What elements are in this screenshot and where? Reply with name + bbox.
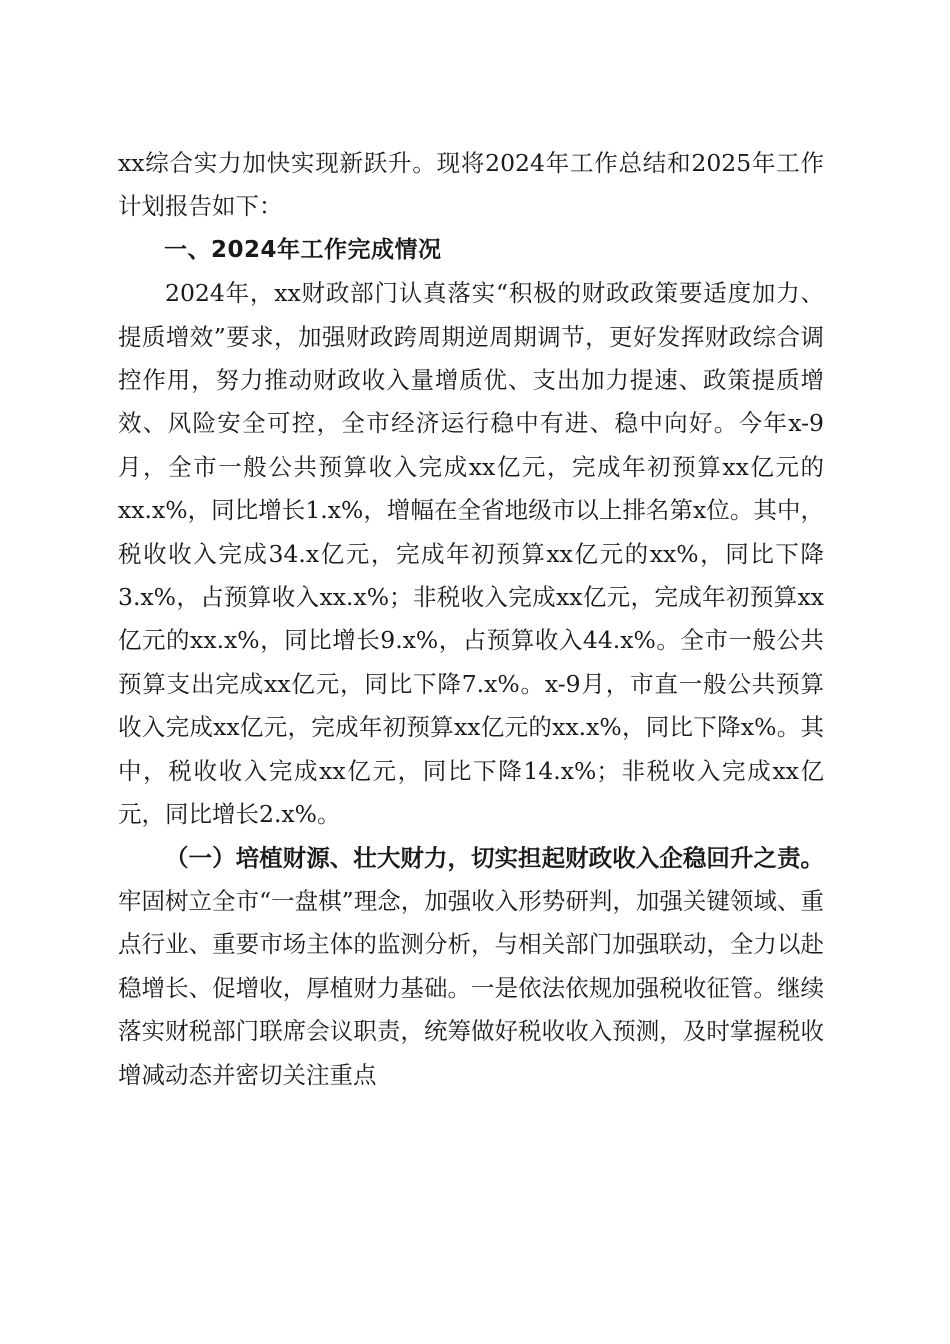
- intro-paragraph: xx综合实力加快实现新跃升。现将2024年工作总结和2025年工作计划报告如下：: [118, 149, 824, 221]
- summary-paragraph: 2024年，xx财政部门认真落实“积极的财政政策要适度加力、提质增效”要求，加强财政跨周期逆周期调节，更好发挥财政综合调控作用，努力推动财政收入量增质优、支出加力提速、政策提质增效、风险安全可控，全市经济运行稳中有进、稳中向好。今年x-9月，全市一般公共预算收入完成xx亿元，完成年初预算xx亿元的xx.x%，同比增长1.x%，增幅在全省地级市以上排名第x位。其中，税收收入完成34.x亿元，完成年初预算xx亿元的xx%，同比下降3.x%，占预算收入xx.x%；非税收入完成xx亿元，完成年初预算xx亿元的xx.x%，同比增长9.x%，占预算收入44.x%。全市一般公共预算支出完成xx亿元，同比下降7.x%。x-9月，市直一般公共预算收入完成xx亿元，完成年初预算xx亿元的xx.x%，同比下降x%。其中，税收收入完成xx亿元，同比下降14.x%；非税收入完成xx亿元，同比增长2.x%。: [118, 279, 824, 829]
- subsection-paragraph: [118, 837, 824, 1097]
- document-body: [118, 142, 824, 1097]
- section-heading: 一、2024年工作完成情况: [164, 236, 442, 263]
- subsection-body: 牢固树立全市“一盘棋”理念，加强收入形势研判，加强关键领域、重点行业、重要市场主体的监测分析，与相关部门加强联动，全力以赴稳增长、促增收，厚植财力基础。一是依法依规加强税收征管。继续落实财税部门联席会议职责，统筹做好税收收入预测，及时掌握税收增减动态并密切关注重点: [118, 886, 824, 1089]
- subsection-lead: （一）培植财源、壮大财力，切实担起财政收入企稳回升之责。: [165, 843, 824, 872]
